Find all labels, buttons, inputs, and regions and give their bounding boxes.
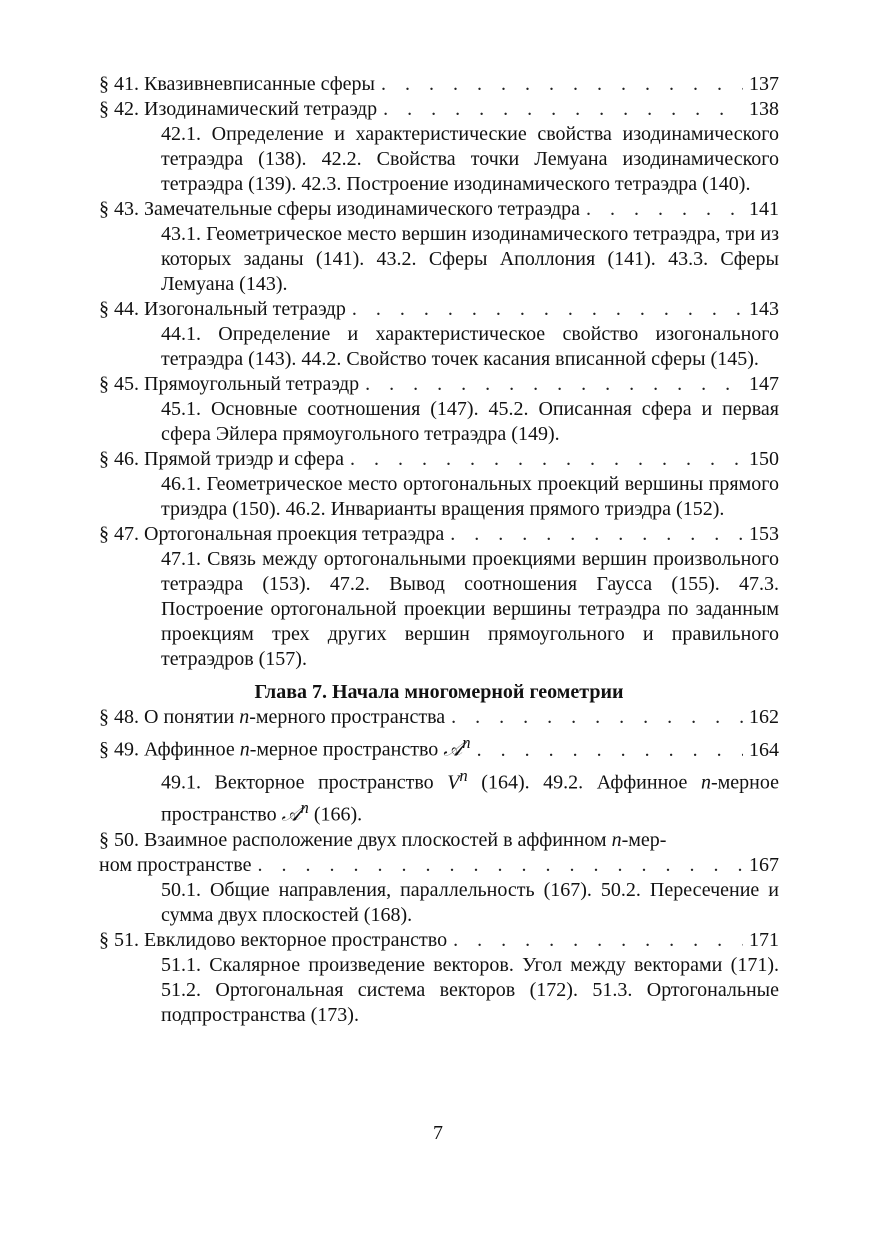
- toc-subsections: 44.1. Определение и характеристическое свойство изогонального тетраэдра (143). 44.2. Свойство точек касания вписанной сферы (145).: [161, 323, 779, 370]
- toc-entry-label-line2: ном пространстве: [99, 853, 252, 876]
- toc-subsections: 42.1. Определение и характеристические свойства изодинамического тетраэдра (138). 42.2. Свойства точки Лемуана изодинамического тетраэдра (139). 42.3. Построение изодинамического тетраэдра (140).: [161, 123, 779, 195]
- math-superscript: n: [462, 733, 471, 752]
- sub-text: (166).: [308, 803, 363, 826]
- dot-leader: [450, 522, 743, 547]
- toc-subsections: 50.1. Общие направления, параллельность (167). 50.2. Пересечение и сумма двух плоскостей (168).: [161, 878, 779, 926]
- dot-leader: [383, 97, 743, 122]
- toc-entry-46[interactable]: [99, 447, 779, 522]
- toc-entry-label: § 45. Прямоугольный тетраэдр: [99, 373, 360, 395]
- toc-page-number: 138: [749, 98, 779, 120]
- chapter-title[interactable]: Глава 7. Начала многомерной геометрии: [254, 681, 624, 703]
- toc-entry-42[interactable]: [99, 97, 779, 197]
- label-prefix: § 50. Взаимное расположение двух плоскостей в аффинном: [99, 828, 612, 851]
- toc-entry-label: § 44. Изогональный тетраэдр: [99, 298, 346, 320]
- toc-entry-label: § 41. Квазивневписанные сферы: [99, 73, 375, 95]
- toc-entry-45[interactable]: [99, 372, 779, 447]
- math-superscript: n: [300, 798, 309, 818]
- label-suffix: -мерного пространства: [249, 706, 446, 728]
- dot-leader: [365, 372, 743, 397]
- dot-leader: [257, 853, 743, 878]
- toc-entry-label-line1: [99, 828, 779, 853]
- toc-page-number: 137: [749, 73, 779, 95]
- math-n: n: [700, 771, 711, 794]
- toc-page-number: 167: [749, 853, 779, 876]
- dot-leader: [451, 705, 743, 730]
- math-affine-space: 𝒜: [443, 738, 463, 761]
- sub-text: -мерное пространство: [161, 771, 779, 826]
- dot-leader: [350, 447, 743, 472]
- toc-page-number: 147: [749, 373, 779, 395]
- dot-leader: [381, 72, 743, 97]
- dot-leader: [477, 738, 743, 763]
- toc-entry-47[interactable]: [99, 522, 779, 672]
- math-v: V: [447, 771, 460, 794]
- toc-entry-43[interactable]: [99, 197, 779, 297]
- toc-subsections: [161, 763, 779, 828]
- dot-leader: [453, 928, 743, 953]
- toc-entry-49[interactable]: [99, 730, 779, 828]
- dot-leader: [586, 197, 743, 222]
- toc-page-number: 143: [749, 298, 779, 320]
- toc-page-number: 171: [749, 928, 779, 951]
- toc-entry-48[interactable]: [99, 705, 779, 730]
- toc-entry-label: § 46. Прямой триэдр и сфера: [99, 448, 344, 470]
- page-number-footer: 7: [433, 1122, 443, 1144]
- toc-page-number: 153: [749, 523, 779, 545]
- toc-entry-label: [99, 730, 471, 763]
- toc-subsections: 45.1. Основные соотношения (147). 45.2. Описанная сфера и первая сфера Эйлера прямоугольного тетраэдра (149).: [161, 398, 779, 445]
- toc-subsections: 46.1. Геометрическое место ортогональных проекций вершины прямого триэдра (150). 46.2. Инварианты вращения прямого триэдра (152).: [161, 473, 779, 520]
- toc-page-number: 164: [749, 738, 779, 761]
- toc-entry-label: [99, 705, 445, 730]
- label-prefix: § 49. Аффинное: [99, 738, 240, 761]
- table-of-contents: [99, 72, 779, 1028]
- toc-entry-label: § 42. Изодинамический тетраэдр: [99, 98, 378, 120]
- toc-entry-label: § 43. Замечательные сферы изодинамического тетраэдра: [99, 198, 581, 220]
- math-n: n: [611, 828, 622, 851]
- toc-entry-51[interactable]: [99, 928, 779, 1028]
- sub-text: 49.1. Векторное пространство: [161, 771, 448, 794]
- toc-entry-label: § 51. Евклидово векторное пространство: [99, 928, 448, 951]
- math-affine-space: 𝒜: [281, 803, 301, 826]
- math-superscript: n: [459, 765, 468, 785]
- toc-subsections: 51.1. Скалярное произведение векторов. Угол между векторами (171). 51.2. Ортогональная система векторов (172). 51.3. Ортогональные подпространства (173).: [161, 953, 779, 1026]
- toc-page-number: 162: [749, 706, 779, 728]
- label-prefix: § 48. О понятии: [99, 706, 240, 728]
- toc-subsections: 47.1. Связь между ортогональными проекциями вершин произвольного тетраэдра (153). 47.2. Вывод соотношения Гаусса (155). 47.3. Построение ортогональной проекции вершины тетраэдра по заданным проекциям трех других вершин прямоугольного и правильного тетраэдров (157).: [161, 548, 779, 670]
- math-n: n: [239, 738, 250, 761]
- toc-entry-label: § 47. Ортогональная проекция тетраэдра: [99, 523, 445, 545]
- dot-leader: [352, 297, 743, 322]
- math-n: n: [239, 706, 250, 728]
- toc-entry-50[interactable]: [99, 828, 779, 928]
- toc-entry-41[interactable]: [99, 72, 779, 97]
- label-suffix: -мер-: [621, 828, 667, 851]
- label-mid: -мерное пространство: [249, 738, 444, 761]
- sub-text: (164). 49.2. Аффинное: [467, 771, 701, 794]
- toc-page-number: 150: [749, 448, 779, 470]
- toc-page-number: 141: [749, 198, 779, 220]
- toc-subsections: 43.1. Геометрическое место вершин изодинамического тетраэдра, три из которых заданы (141). 43.2. Сферы Аполлония (141). 43.3. Сферы Лемуана (143).: [161, 223, 779, 295]
- toc-entry-44[interactable]: [99, 297, 779, 372]
